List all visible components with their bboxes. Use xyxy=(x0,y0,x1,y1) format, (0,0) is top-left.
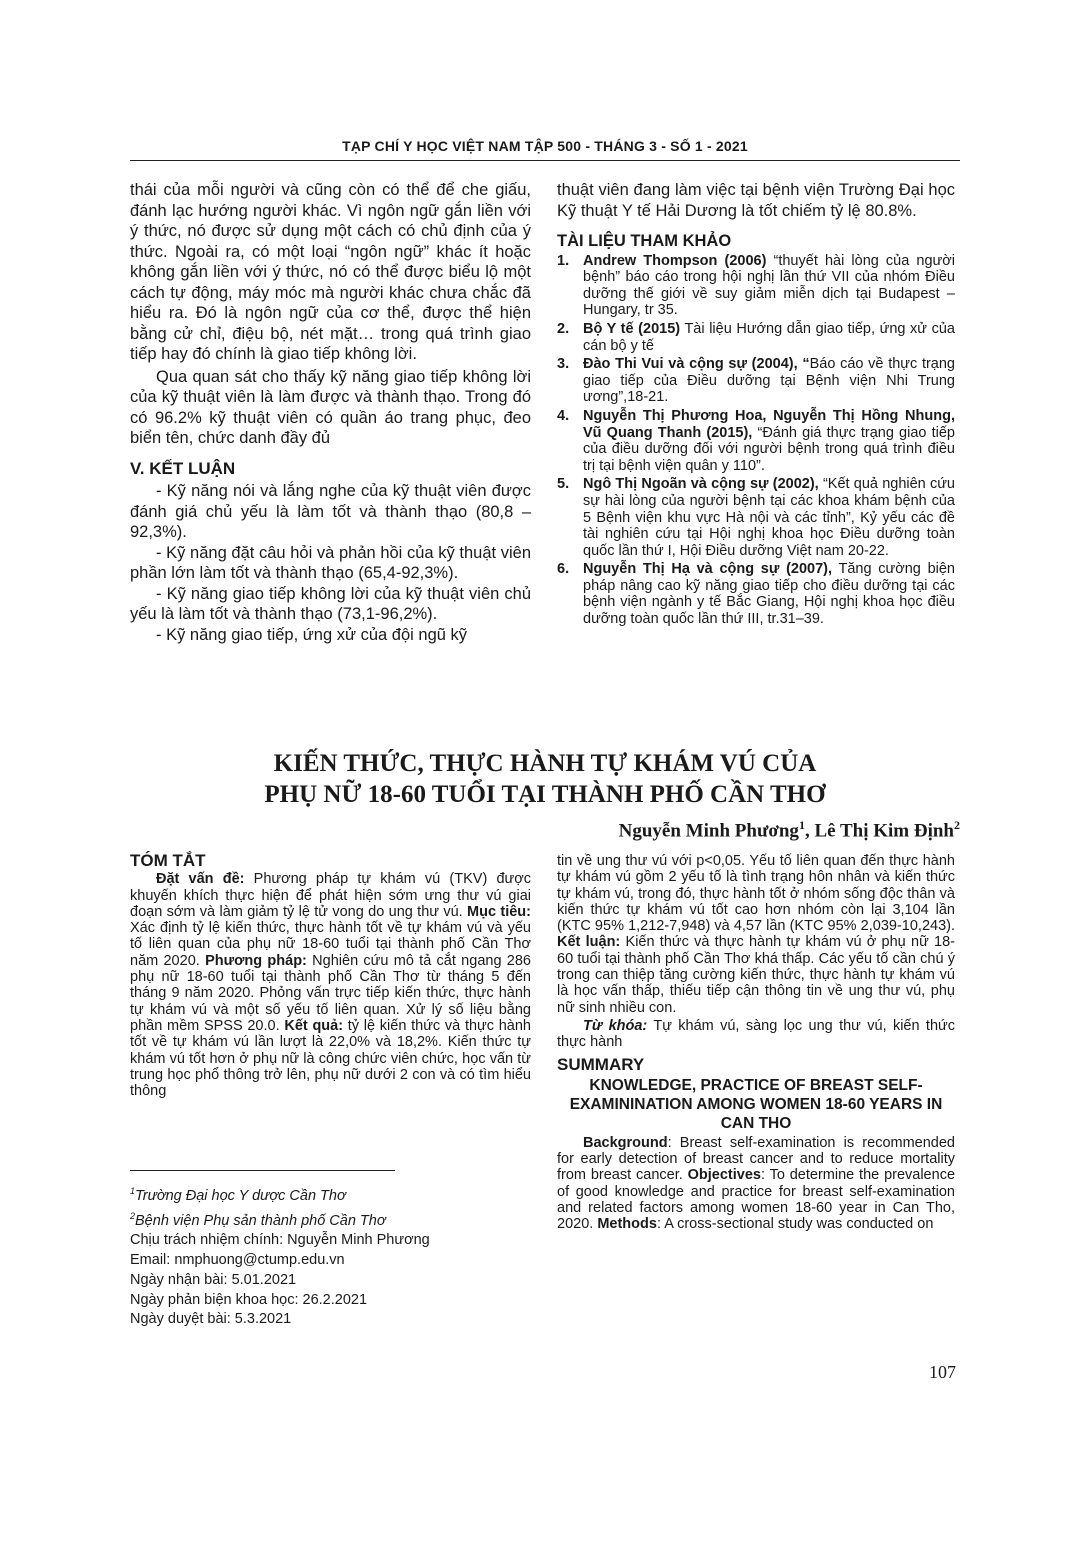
abstract-paragraph xyxy=(130,871,531,1099)
keywords-label: Từ khóa: xyxy=(583,1017,648,1034)
abstract-text: tin về ung thư vú với p<0,05. Yếu tố liên quan đến thực hành tự khám vú gồm 2 yếu tố là tình trạng hôn nhân và kiến thức tự khám vú, trong đó, thực hành tốt ở nhóm sống độc thân và kiến thức tự khám vú tốt cao hơn nhóm còn lại 3,104 lần (KTC 95% 1,212-7,948) và 4,57 lần (KTC 95% 2,039-10,243). xyxy=(557,853,955,935)
affiliation-mark: 1 xyxy=(798,818,805,832)
contact-email: Email: nmphuong@ctump.edu.vn xyxy=(130,1252,345,1269)
conclusion-item: - Kỹ năng giao tiếp, ứng xử của đội ngũ kỹ xyxy=(156,625,468,644)
body-paragraph: Qua quan sát cho thấy kỹ năng giao tiếp không lời của kỹ thuật viên là làm được và thành thạo. Trong đó có 96.2% kỹ thuật viên có quần áo trang phục, đeo biển tên, chức danh đầy đủ xyxy=(130,367,531,447)
summary-text: : Breast self-examination is recommended for early detection of breast cancer and to reduce mortality from breast cancer. xyxy=(557,1134,955,1184)
reference-item xyxy=(557,561,955,627)
references-list xyxy=(557,253,955,628)
reference-authors: Đào Thi Vui và cộng sự (2004), “ xyxy=(583,356,810,373)
summary-text: : A cross-sectional study was conducted on xyxy=(656,1216,934,1233)
summary-label: Methods xyxy=(597,1216,657,1233)
responsible-author: Chịu trách nhiệm chính: Nguyễn Minh Phương xyxy=(130,1232,430,1249)
reference-text: Báo cáo về thực trạng giao tiếp của Điều dưỡng tại Bệnh viện Nhi Trung ương”,18-21. xyxy=(583,356,955,406)
reference-authors: Ngô Thị Ngoãn và cộng sự (2002), xyxy=(583,476,819,493)
references-heading: TÀI LIỆU THAM KHẢO xyxy=(557,232,732,250)
reference-authors: Nguyễn Thị Phương Hoa, Nguyễn Thị Hồng Nhung, Vũ Quang Thanh (2015), xyxy=(583,407,955,441)
abstract-text: tỷ lệ kiến thức và thực hành tốt về tự khám vú lần lượt là 22,0% và 18,2%. Kiến thức tự khám vú tốt hơn ở phụ nữ là công chức viên chức, học vấn từ trung học phổ thông trở lên, phụ nữ dưới 2 con và có tìm hiểu thông xyxy=(130,1017,531,1100)
article-title xyxy=(130,748,960,810)
affiliation-mark: 1 xyxy=(130,1186,136,1196)
article-title-line: PHỤ NỮ 18-60 TUỔI TẠI THÀNH PHỐ CẦN THƠ xyxy=(264,781,826,808)
footnote-rule xyxy=(130,1170,395,1171)
date-accepted: Ngày duyệt bài: 5.3.2021 xyxy=(130,1311,292,1328)
affiliation-text: Bệnh viện Phụ sản thành phố Cần Thơ xyxy=(135,1212,386,1229)
reference-text: Tài liệu Hướng dẫn giao tiếp, ứng xử của cán bộ y tế xyxy=(583,320,955,354)
abstract-right xyxy=(557,853,955,1235)
affiliation-mark: 2 xyxy=(130,1210,136,1221)
summary-title: KNOWLEDGE, PRACTICE OF BREAST SELF-EXAMININATION AMONG WOMEN 18-60 YEARS IN CAN THO xyxy=(569,1076,943,1132)
abstract-label: Phương pháp: xyxy=(205,952,307,969)
summary-label: Objectives xyxy=(687,1167,761,1184)
body-paragraph: thái của mỗi người và cũng còn có thể để che giấu, đánh lạc hướng người khác. Vì ngôn ngữ gắn liền với ý thức, nó được sử dụng một cách có chủ định của ý thức. Ngoài ra, có một loại “ngôn ngữ” khác ít hoặc không gắn liền với ý thức, nó có thể được biểu lộ một cách tự động, máy móc mà người khác chưa chắc đã hiểu ra. Đó là ngôn ngữ của cơ thể, được thể hiện bằng cử chỉ, điệu bộ, nét mặt… trong quá trình giao tiếp hay đó chính là giao tiếp không lời. xyxy=(130,181,531,363)
reference-number: 1. xyxy=(557,252,570,269)
reference-number: 6. xyxy=(557,561,570,578)
keywords-text: Tự khám vú, sàng lọc ung thư vú, kiến thức thực hành xyxy=(557,1017,955,1051)
author-name: Nguyễn Minh Phương xyxy=(618,820,799,842)
footnotes xyxy=(130,1182,530,1330)
affiliation-text: Trường Đại học Y dược Cần Thơ xyxy=(135,1187,346,1204)
body-paragraph: thuật viên đang làm việc tại bệnh viện Trường Đại học Kỹ thuật Y tế Hải Dương là tốt chiếm tỷ lệ 80.8%. xyxy=(557,181,955,220)
date-reviewed: Ngày phản biện khoa học: 26.2.2021 xyxy=(130,1291,368,1308)
abstract-label: Kết quả: xyxy=(284,1017,344,1034)
conclusion-item: - Kỹ năng giao tiếp không lời của kỹ thuật viên chủ yếu là làm tốt và thành thạo (73,1-96,2%). xyxy=(130,584,531,623)
abstract-text: Nghiên cứu mô tả cắt ngang 286 phụ nữ 18-60 tuổi tại thành phố Cần Thơ từ tháng 5 đến tháng 9 năm 2020. Phỏng vấn trực tiếp kiến thức, thực hành tự khám vú và một số yếu tố liên quan. Xử lý số liệu bằng phần mềm SPSS 20.0. xyxy=(130,952,531,1034)
reference-item xyxy=(557,321,955,354)
conclusion-item: - Kỹ năng đặt câu hỏi và phản hồi của kỹ thuật viên phần lớn làm tốt và thành thạo (65,4-92,3%). xyxy=(130,543,531,582)
summary-paragraph xyxy=(557,1135,955,1233)
summary-heading: SUMMARY xyxy=(557,1054,645,1074)
reference-text: “thuyết hài lòng của người bệnh” báo cáo trong hội nghị lần thứ VII của nhóm Điều dưỡng thế giới về suy giảm miễn dịch tại Budapest – Hungary, tr 35. xyxy=(583,252,955,319)
running-header: TẠP CHÍ Y HỌC VIỆT NAM TẬP 500 - THÁNG 3 - SỐ 1 - 2021 xyxy=(342,138,748,154)
abstract-heading: TÓM TẮT xyxy=(130,851,206,870)
reference-authors: Nguyễn Thị Hạ và cộng sự (2007), xyxy=(583,561,833,578)
abstract-text: Kiến thức và thực hành tự khám vú ở phụ nữ 18-60 tuổi tại thành phố Cần Thơ khá thấp. Các yếu tố cần chú ý trong can thiệp tăng cường kiến thức, thực hành tự khám vú là học vấn thấp, thiếu tiếp cận thông tin về ung thư vú, phụ nữ sinh nhiều con. xyxy=(557,934,955,1016)
reference-item xyxy=(557,356,955,406)
header-rule xyxy=(130,160,960,161)
reference-text: “Đánh giá thực trạng giao tiếp của điều dưỡng đối với người bệnh trong quá trình điều trị tại bệnh viện quân y 110”. xyxy=(583,424,955,474)
affiliation-2 xyxy=(130,1207,530,1232)
abstract-label: Đặt vấn đề: xyxy=(156,871,245,888)
article-authors xyxy=(619,818,960,842)
keywords xyxy=(557,1018,955,1051)
affiliation-mark: 2 xyxy=(954,818,960,832)
reference-authors: Bộ Y tế (2015) xyxy=(583,320,681,337)
abstract-label: Kết luận: xyxy=(557,934,621,951)
reference-number: 4. xyxy=(557,407,570,424)
reference-item xyxy=(557,476,955,559)
abstract-paragraph xyxy=(557,853,955,1016)
article-title-line: KIẾN THỨC, THỰC HÀNH TỰ KHÁM VÚ CỦA xyxy=(273,750,817,777)
abstract-label: Mục tiêu: xyxy=(467,903,531,920)
affiliation-1 xyxy=(130,1182,530,1207)
reference-number: 2. xyxy=(557,320,570,337)
left-column-top xyxy=(130,180,531,645)
conclusion-item: - Kỹ năng nói và lắng nghe của kỹ thuật viên được đánh giá chủ yếu là làm tốt và thành thạo (80,8 – 92,3%). xyxy=(130,482,531,541)
reference-text: Tăng cường biện pháp nâng cao kỹ năng giao tiếp cho điều dưỡng tại các bệnh viện ngành y tế Bắc Giang, Hội nghị khoa học điều dưỡng toàn quốc lần thứ III, tr.31–39. xyxy=(583,561,955,628)
reference-text: “Kết quả nghiên cứu sự hài lòng của người bệnh tại các khoa khám bệnh của 5 Bệnh viện khu vực Hà nội và các tỉnh”, Kỷ yếu các đề tài nghiên cứu tại Hội nghị khoa học Điều dưỡng toàn quốc lần thứ I, Hội Điều dưỡng Việt nam 20-22. xyxy=(583,476,956,559)
date-received: Ngày nhận bài: 5.01.2021 xyxy=(130,1271,297,1288)
page-number: 107 xyxy=(929,1362,956,1382)
reference-number: 5. xyxy=(557,476,570,493)
author-separator: , xyxy=(804,820,815,842)
reference-number: 3. xyxy=(557,356,570,373)
summary-label: Background xyxy=(583,1134,668,1151)
abstract-vi-left xyxy=(130,853,531,1101)
right-column-top xyxy=(557,180,955,630)
reference-authors: Andrew Thompson (2006) xyxy=(583,252,767,269)
references-section xyxy=(557,233,955,628)
reference-item xyxy=(557,253,955,319)
conclusion-heading: V. KẾT LUẬN xyxy=(130,458,236,478)
abstract-text: Phương pháp tự khám vú (TKV) được khuyến khích thực hiện để phát hiện sớm ưng thư vú giai đoạn sớm và làm giảm tỷ lệ tử vong do ung thư vú. xyxy=(130,871,531,920)
reference-item xyxy=(557,408,955,474)
author-name: Lê Thị Kim Định xyxy=(814,820,954,842)
abstract-text: Xác định tỷ lệ kiến thức, thực hành tốt về tự khám vú và yếu tố liên quan của phụ nữ 18-60 tuổi tại thành phố Cần Thơ năm 2020. xyxy=(130,920,531,969)
summary-text: : To determine the prevalence of good knowledge and practice for breast self-examination and related factors among women 18-60 year in Can Tho, 2020. xyxy=(557,1167,956,1233)
